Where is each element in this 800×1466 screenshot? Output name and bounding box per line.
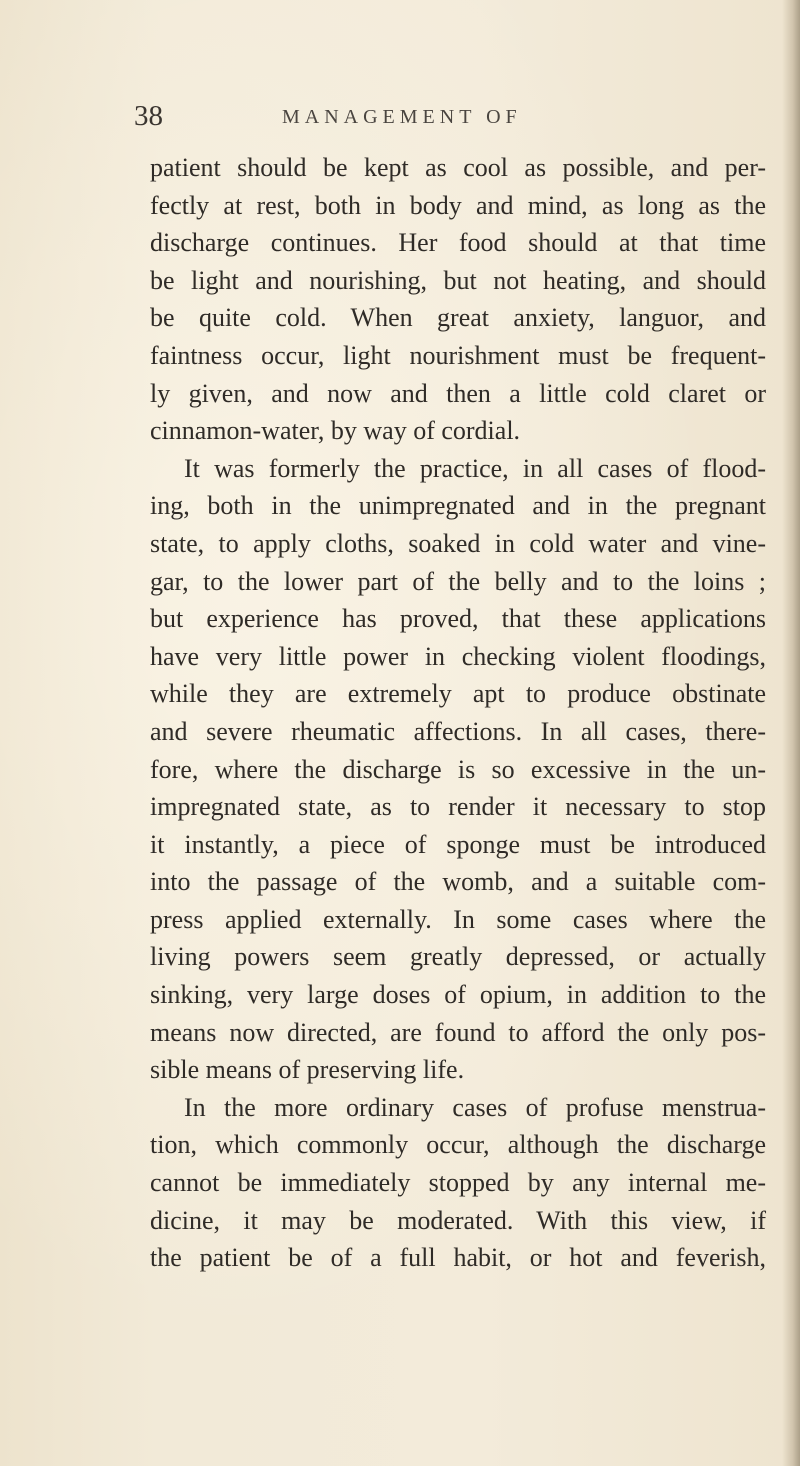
text-line: fectly at rest, both in body and mind, as long as the [150, 190, 766, 220]
text-line: cinnamon-water, by way of cordial. [150, 416, 521, 446]
running-head: MANAGEMENT OF [282, 106, 522, 128]
body-text [150, 149, 766, 1277]
text-line: It was formerly the practice, in all cases of flood- [184, 453, 766, 483]
text-line: press applied externally. In some cases where the [150, 904, 766, 934]
text-line: state, to apply cloths, soaked in cold water and vine- [150, 528, 766, 558]
text-line: be light and nourishing, but not heating, and should [150, 265, 766, 295]
text-line: living powers seem greatly depressed, or actually [150, 942, 766, 972]
text-line: gar, to the lower part of the belly and to the loins ; [150, 566, 766, 596]
text-line: impregnated state, as to render it necessary to stop [150, 792, 766, 822]
text-line: and severe rheumatic affections. In all cases, there- [150, 716, 766, 746]
text-line: but experience has proved, that these applications [150, 604, 766, 634]
text-line: cannot be immediately stopped by any internal me- [150, 1168, 766, 1198]
text-line: into the passage of the womb, and a suitable com- [150, 867, 766, 897]
text-line: while they are extremely apt to produce obstinate [150, 679, 766, 709]
text-line: be quite cold. When great anxiety, languor, and [150, 303, 766, 333]
text-line: faintness occur, light nourishment must be frequent- [150, 340, 766, 370]
text-line: ly given, and now and then a little cold claret or [150, 378, 766, 408]
text-line: the patient be of a full habit, or hot and feverish, [150, 1243, 766, 1273]
text-line: tion, which commonly occur, although the discharge [150, 1130, 766, 1160]
text-line: dicine, it may be moderated. With this view, if [150, 1205, 766, 1235]
text-line: sible means of preserving life. [150, 1055, 465, 1085]
text-line: sinking, very large doses of opium, in addition to the [150, 980, 766, 1010]
page-number: 38 [134, 100, 163, 132]
text-line: ing, both in the unimpregnated and in the pregnant [150, 491, 766, 521]
text-line: fore, where the discharge is so excessive in the un- [150, 754, 766, 784]
page-edge-shadow [782, 0, 800, 1466]
text-line: discharge continues. Her food should at that time [150, 228, 766, 258]
text-line: it instantly, a piece of sponge must be introduced [150, 829, 766, 859]
text-line: In the more ordinary cases of profuse menstrua- [184, 1092, 766, 1122]
text-line: means now directed, are found to afford the only pos- [150, 1017, 766, 1047]
page-header [0, 100, 800, 140]
text-line: patient should be kept as cool as possible, and per- [150, 153, 766, 182]
text-line: have very little power in checking violent floodings, [150, 641, 766, 671]
